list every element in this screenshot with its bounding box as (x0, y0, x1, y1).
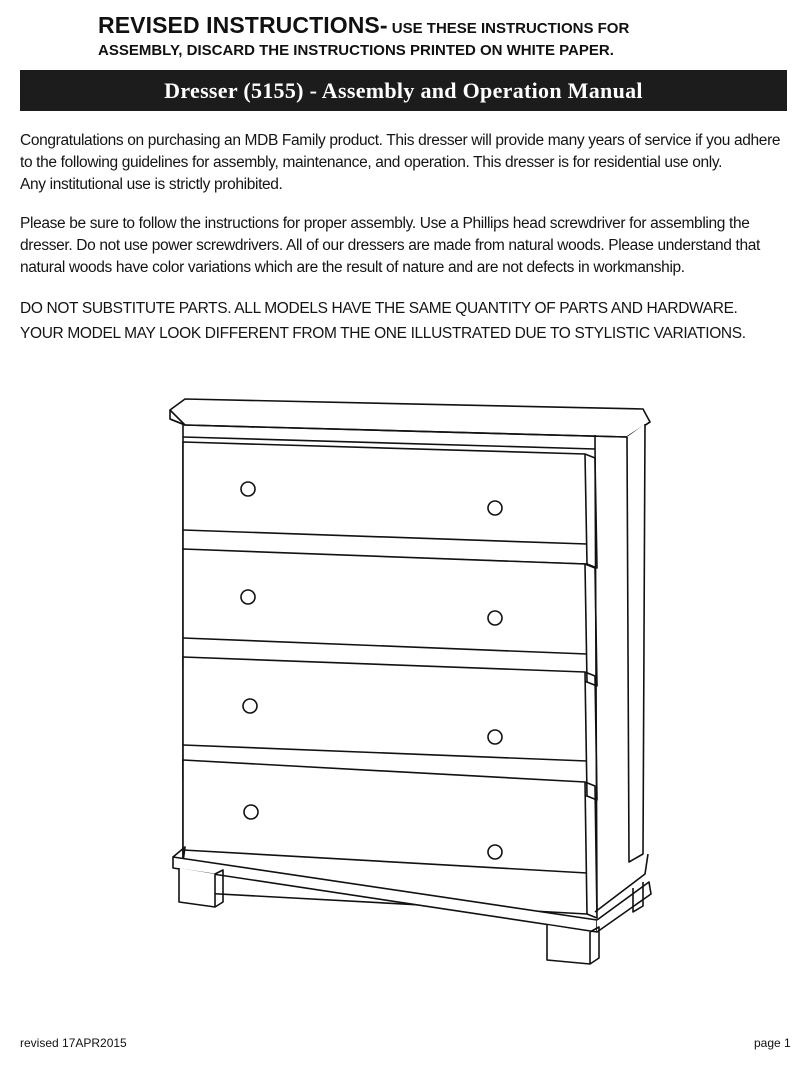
revised-title: REVISED INSTRUCTIONS- (98, 12, 388, 38)
warning-line-1: DO NOT SUBSTITUTE PARTS. ALL MODELS HAVE THE SAME QUANTITY OF PARTS AND HARDWARE. (20, 300, 738, 317)
assembly-line-2: dresser. Do not use power screwdrivers. All of our dressers are made from natural woods. Please understand that (20, 237, 760, 254)
drawer-1 (183, 442, 597, 568)
revised-instructions-header (98, 12, 788, 59)
assembly-line-3: natural woods have color variations which are the result of nature and are not defects in workmanship. (20, 259, 685, 276)
revision-date: revised 17APR2015 (20, 1036, 127, 1050)
revised-line-2: ASSEMBLY, DISCARD THE INSTRUCTIONS PRINTED ON WHITE PAPER. (98, 42, 614, 59)
manual-title: Dresser (5155) - Assembly and Operation Manual (164, 77, 643, 103)
page-number: page 1 (754, 1036, 791, 1050)
intro-line-1: Congratulations on purchasing an MDB Family product. This dresser will provide many years of service if you adhere (20, 132, 781, 149)
revised-subtitle: USE THESE INSTRUCTIONS FOR (387, 20, 630, 37)
warning-line-2: YOUR MODEL MAY LOOK DIFFERENT FROM THE ONE ILLUSTRATED DUE TO STYLISTIC VARIATIONS. (20, 325, 746, 342)
manual-title-banner (20, 70, 787, 111)
assembly-line-1: Please be sure to follow the instructions for proper assembly. Use a Phillips head screwdriver for assembling the (20, 215, 750, 232)
intro-paragraph (20, 130, 790, 196)
assembly-paragraph (20, 213, 790, 279)
dresser-side-panel (595, 424, 648, 912)
dresser-top (170, 399, 650, 437)
intro-line-2: to the following guidelines for assembly, maintenance, and operation. This dresser is for residential use only. (20, 154, 723, 171)
intro-line-3: Any institutional use is strictly prohibited. (20, 176, 283, 193)
warning-paragraph (20, 296, 790, 346)
dresser-illustration (165, 392, 655, 992)
revised-line-1 (98, 12, 788, 42)
